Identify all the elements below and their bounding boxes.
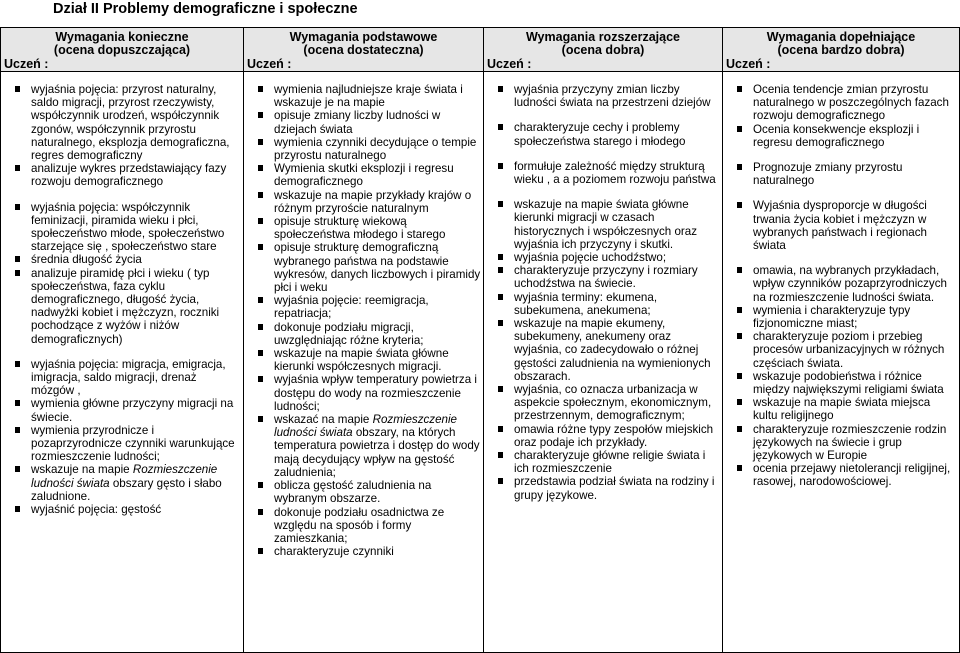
column-grade: (ocena dostateczna) bbox=[303, 43, 424, 57]
requirements-table bbox=[0, 27, 960, 653]
square-bullet-icon bbox=[15, 165, 20, 171]
square-bullet-icon bbox=[737, 164, 742, 170]
list-item bbox=[484, 121, 722, 147]
square-bullet-icon bbox=[737, 267, 742, 273]
square-bullet-icon bbox=[15, 270, 20, 276]
list-item bbox=[723, 370, 959, 396]
item-text: wyjaśnia pojęcia: migracja, emigracja, imigracja, saldo migracji, drenaż mózgów , bbox=[31, 357, 226, 398]
list-item bbox=[723, 199, 959, 252]
square-bullet-icon bbox=[737, 399, 742, 405]
list-item bbox=[484, 449, 722, 475]
list-item bbox=[1, 201, 243, 254]
list-item bbox=[244, 109, 483, 135]
square-bullet-icon bbox=[15, 427, 20, 433]
item-text: Prognozuje zmiany przyrostu naturalnego bbox=[753, 161, 903, 188]
column-grade: (ocena dopuszczająca) bbox=[53, 43, 191, 57]
list-item bbox=[484, 83, 722, 109]
item-text: wyjaśnia, co oznacza urbanizacja w aspekcie społecznym, ekonomicznym, przestrzennym, demograficznym; bbox=[514, 383, 712, 423]
item-text: omawia, na wybranych przykładach, wpływ czynników pozaprzyrodniczych na rozmieszczenie ludności świata. bbox=[753, 264, 947, 304]
requirements-cell bbox=[484, 72, 723, 653]
item-text: przedstawia podział świata na rodziny i grupy językowe. bbox=[514, 475, 715, 502]
list-item bbox=[244, 136, 483, 162]
item-text: analizuje piramidę płci i wieku ( typ społeczeństwa, faza cyklu demograficznego, długość życia, nadwyżki kobiet i mężczyzn, roczniki pochodzące z wyżów i niżów demograficznych) bbox=[31, 266, 220, 346]
square-bullet-icon bbox=[737, 86, 742, 92]
requirements-cell bbox=[244, 72, 484, 653]
column-header bbox=[484, 28, 723, 72]
square-bullet-icon bbox=[498, 163, 503, 169]
column-header bbox=[723, 28, 960, 72]
list-item bbox=[484, 317, 722, 383]
item-text: wskazać na mapie bbox=[274, 413, 373, 427]
student-label: Uczeń : bbox=[726, 57, 771, 71]
square-bullet-icon bbox=[258, 218, 263, 224]
item-italic-text: Rozmieszczenie ludności świata bbox=[274, 413, 457, 440]
list-item bbox=[484, 383, 722, 423]
square-bullet-icon bbox=[498, 267, 503, 273]
item-text: oblicza gęstość zaludnienia na wybranym obszarze. bbox=[274, 479, 432, 506]
list-item bbox=[1, 267, 243, 346]
item-text: omawia różne typy zespołów miejskich oraz podaje ich przykłady. bbox=[514, 422, 714, 449]
square-bullet-icon bbox=[737, 373, 742, 379]
item-text: wyjaśnia pojęcia: przyrost naturalny, saldo migracji, przyrost rzeczywisty, współczynnik urodzeń, współczynnik zgonów, współczynnik przyrostu naturalnego, eksplozja demograficzna, regres demograficzny bbox=[31, 83, 230, 163]
square-bullet-icon bbox=[737, 333, 742, 339]
item-text: charakteryzuje przyczyny i rozmiary uchodźstwa na świecie. bbox=[514, 264, 698, 291]
square-bullet-icon bbox=[15, 506, 20, 512]
column-title: Wymagania dopełniające bbox=[766, 30, 916, 44]
list-item bbox=[723, 304, 959, 330]
list-item bbox=[723, 83, 959, 123]
column-header bbox=[1, 28, 244, 72]
column-title: Wymagania rozszerzające bbox=[525, 30, 680, 44]
list-item bbox=[244, 83, 483, 109]
item-text: Wymienia skutki eksplozji i regresu demograficznego bbox=[274, 162, 454, 189]
list-item bbox=[723, 161, 959, 187]
list-item bbox=[244, 506, 483, 546]
column-header bbox=[244, 28, 484, 72]
item-text: wskazuje na mapie świata miejsca kultu religijnego bbox=[753, 396, 931, 423]
list-item bbox=[244, 162, 483, 188]
requirements-list bbox=[723, 72, 959, 489]
square-bullet-icon bbox=[498, 86, 503, 92]
column-title: Wymagania konieczne bbox=[55, 30, 189, 44]
square-bullet-icon bbox=[15, 400, 20, 406]
item-text: wskazuje na mapie świata główne kierunki migracji w czasach historycznych i współczesnych oraz wyjaśnia ich przyczyny i skutki. bbox=[514, 198, 697, 251]
list-item bbox=[244, 479, 483, 505]
item-text: wymienia czynniki decydujące o tempie przyrostu naturalnego bbox=[274, 135, 477, 163]
item-text: wyjaśnia pojęcie uchodźstwo; bbox=[514, 251, 667, 265]
square-bullet-icon bbox=[15, 361, 20, 367]
list-item bbox=[723, 330, 959, 370]
item-text: analizuje wykres przedstawiający fazy rozwoju demograficznego bbox=[31, 162, 227, 189]
list-item bbox=[484, 264, 722, 290]
item-text: wymienia najludniejsze kraje świata i wskazuje je na mapie bbox=[274, 83, 463, 110]
list-item bbox=[1, 358, 243, 398]
square-bullet-icon bbox=[258, 324, 263, 330]
square-bullet-icon bbox=[498, 426, 503, 432]
student-label: Uczeń : bbox=[247, 57, 292, 71]
square-bullet-icon bbox=[737, 426, 742, 432]
list-item bbox=[1, 83, 243, 162]
square-bullet-icon bbox=[258, 192, 263, 198]
list-item bbox=[1, 503, 243, 516]
square-bullet-icon bbox=[498, 254, 503, 260]
item-text: charakteryzuje cechy i problemy społeczeństwa starego i młodego bbox=[514, 121, 686, 148]
list-item bbox=[244, 545, 483, 558]
list-item bbox=[244, 294, 483, 320]
item-text: wyjaśnia pojęcie: reemigracja, repatriacja; bbox=[274, 294, 429, 321]
item-text: ocenia przejawy nietolerancji religijnej, rasowej, narodowościowej. bbox=[753, 462, 951, 489]
list-item bbox=[723, 123, 959, 149]
item-text: wskazuje na mapie ekumeny, subekumeny, anekumeny oraz wyjaśnia, co zadecydowało o różnej gęstości zaludnienia na wymienionych obszarach. bbox=[514, 317, 711, 383]
body-row bbox=[1, 72, 960, 653]
square-bullet-icon bbox=[258, 86, 263, 92]
square-bullet-icon bbox=[258, 482, 263, 488]
list-item bbox=[484, 423, 722, 449]
item-text: wyjaśnia przyczyny zmian liczby ludności świata na przestrzeni dziejów bbox=[514, 83, 711, 110]
square-bullet-icon bbox=[15, 256, 20, 262]
square-bullet-icon bbox=[258, 139, 263, 145]
list-item bbox=[1, 424, 243, 464]
list-item bbox=[244, 241, 483, 294]
item-text: wymienia i charakteryzuje typy fizjonomiczne miast; bbox=[753, 303, 911, 331]
item-text: opisuje strukturę demograficzną wybranego państwa na podstawie wykresów, danych liczbowych i piramidy płci i weku bbox=[274, 241, 481, 295]
list-item bbox=[244, 347, 483, 373]
list-item bbox=[723, 462, 959, 488]
item-text: dokonuje podziału migracji, uwzględniając różne kryteria; bbox=[274, 320, 424, 347]
square-bullet-icon bbox=[498, 478, 503, 484]
item-text: charakteryzuje czynniki bbox=[274, 545, 394, 559]
item-text: wymienia przyrodnicze i pozaprzyrodnicze czynniki warunkujące rozmieszczenie ludności; bbox=[31, 423, 235, 464]
item-text: Ocenia konsekwencje eksplozji i regresu demograficznego bbox=[753, 122, 920, 149]
item-text: opisuje zmiany liczby ludności w dziejach świata bbox=[274, 109, 441, 136]
square-bullet-icon bbox=[498, 124, 503, 130]
list-item bbox=[1, 463, 243, 503]
square-bullet-icon bbox=[258, 376, 263, 382]
item-text: wyjaśnia pojęcia: współczynnik feminizacji, piramida wieku i płci, społeczeństwo młode, społeczeństwo starzejące się , społeczeństwo stare bbox=[31, 200, 225, 254]
requirements-cell bbox=[723, 72, 960, 653]
list-item bbox=[484, 160, 722, 186]
item-text: charakteryzuje rozmieszczenie rodzin językowych na świecie i grup językowych w Europie bbox=[753, 422, 947, 463]
requirements-list bbox=[244, 72, 483, 558]
list-item bbox=[1, 397, 243, 423]
list-item bbox=[244, 413, 483, 479]
header-row bbox=[1, 28, 960, 72]
item-text: formułuje zależność między strukturą wieku , a a poziomem rozwoju państwa bbox=[514, 159, 716, 187]
item-text: wskazuje na mapie świata główne kierunki współczesnych migracji. bbox=[274, 347, 449, 374]
square-bullet-icon bbox=[258, 165, 263, 171]
item-text: wyjaśnić pojęcia: gęstość bbox=[31, 503, 162, 517]
square-bullet-icon bbox=[737, 465, 742, 471]
list-item bbox=[484, 198, 722, 251]
requirements-cell bbox=[1, 72, 244, 653]
list-item bbox=[484, 251, 722, 264]
list-item bbox=[244, 321, 483, 347]
square-bullet-icon bbox=[498, 320, 503, 326]
list-item bbox=[244, 215, 483, 241]
square-bullet-icon bbox=[737, 126, 742, 132]
list-item bbox=[723, 396, 959, 422]
item-text-continued: obszary, na których temperatura powietrza i dostęp do wody mają decydujący wpływ na gęstość zaludnienia; bbox=[274, 426, 480, 479]
square-bullet-icon bbox=[15, 86, 20, 92]
item-text: wskazuje podobieństwa i różnice między największymi religiami świata bbox=[753, 369, 944, 397]
list-item bbox=[244, 189, 483, 215]
item-text: wyjaśnia wpływ temperatury powietrza i dostępu do wody na rozmieszczenie ludności; bbox=[274, 373, 477, 413]
student-label: Uczeń : bbox=[487, 57, 532, 71]
column-grade: (ocena dobra) bbox=[561, 43, 645, 57]
list-item bbox=[1, 162, 243, 188]
square-bullet-icon bbox=[498, 452, 503, 458]
square-bullet-icon bbox=[15, 466, 20, 472]
requirements-list bbox=[484, 72, 722, 502]
square-bullet-icon bbox=[498, 201, 503, 207]
item-italic-text: Rozmieszczenie ludności świata bbox=[31, 463, 218, 490]
column-grade: (ocena bardzo dobra) bbox=[777, 43, 905, 57]
square-bullet-icon bbox=[258, 297, 263, 303]
list-item bbox=[244, 373, 483, 413]
square-bullet-icon bbox=[15, 204, 20, 210]
square-bullet-icon bbox=[258, 112, 263, 118]
item-text: Ocenia tendencje zmian przyrostu naturalnego w poszczególnych fazach rozwoju demograficznego bbox=[753, 83, 949, 123]
list-item bbox=[723, 264, 959, 304]
item-text: wskazuje na mapie bbox=[31, 463, 133, 477]
square-bullet-icon bbox=[498, 294, 503, 300]
item-text: charakteryzuje poziom i przebieg procesów urbanizacyjnych w różnych częściach świata. bbox=[753, 330, 945, 370]
list-item bbox=[1, 253, 243, 266]
item-text: Wyjaśnia dysproporcje w długości trwania życia kobiet i mężczyzn w wybranych państwach i regionach świata bbox=[753, 199, 928, 253]
requirements-list bbox=[1, 72, 243, 516]
item-text: charakteryzuje główne religie świata i ich rozmieszczenie bbox=[514, 449, 706, 476]
square-bullet-icon bbox=[258, 509, 263, 515]
list-item bbox=[484, 475, 722, 501]
square-bullet-icon bbox=[498, 386, 503, 392]
square-bullet-icon bbox=[737, 202, 742, 208]
item-text: wymienia główne przyczyny migracji na świecie. bbox=[31, 397, 234, 424]
page-title: Dział II Problemy demograficzne i społeczne bbox=[53, 1, 358, 17]
list-item bbox=[484, 291, 722, 317]
item-text: średnia długość życia bbox=[31, 253, 142, 267]
item-text: opisuje strukturę wiekową społeczeństwa młodego i starego bbox=[274, 215, 446, 242]
square-bullet-icon bbox=[258, 244, 263, 250]
student-label: Uczeń : bbox=[4, 57, 49, 71]
square-bullet-icon bbox=[258, 350, 263, 356]
item-text: wskazuje na mapie przykłady krajów o różnym przyroście naturalnym bbox=[274, 188, 472, 215]
square-bullet-icon bbox=[258, 416, 263, 422]
item-text-continued: obszary gęsto i słabo zaludnione. bbox=[31, 476, 222, 503]
item-text: wyjaśnia terminy: ekumena, subekumena, anekumena; bbox=[514, 290, 658, 317]
square-bullet-icon bbox=[258, 548, 263, 554]
list-item bbox=[723, 423, 959, 463]
column-title: Wymagania podstawowe bbox=[289, 30, 438, 44]
item-text: dokonuje podziału osadnictwa ze względu na sposób i formy zamieszkania; bbox=[274, 505, 445, 545]
square-bullet-icon bbox=[737, 307, 742, 313]
